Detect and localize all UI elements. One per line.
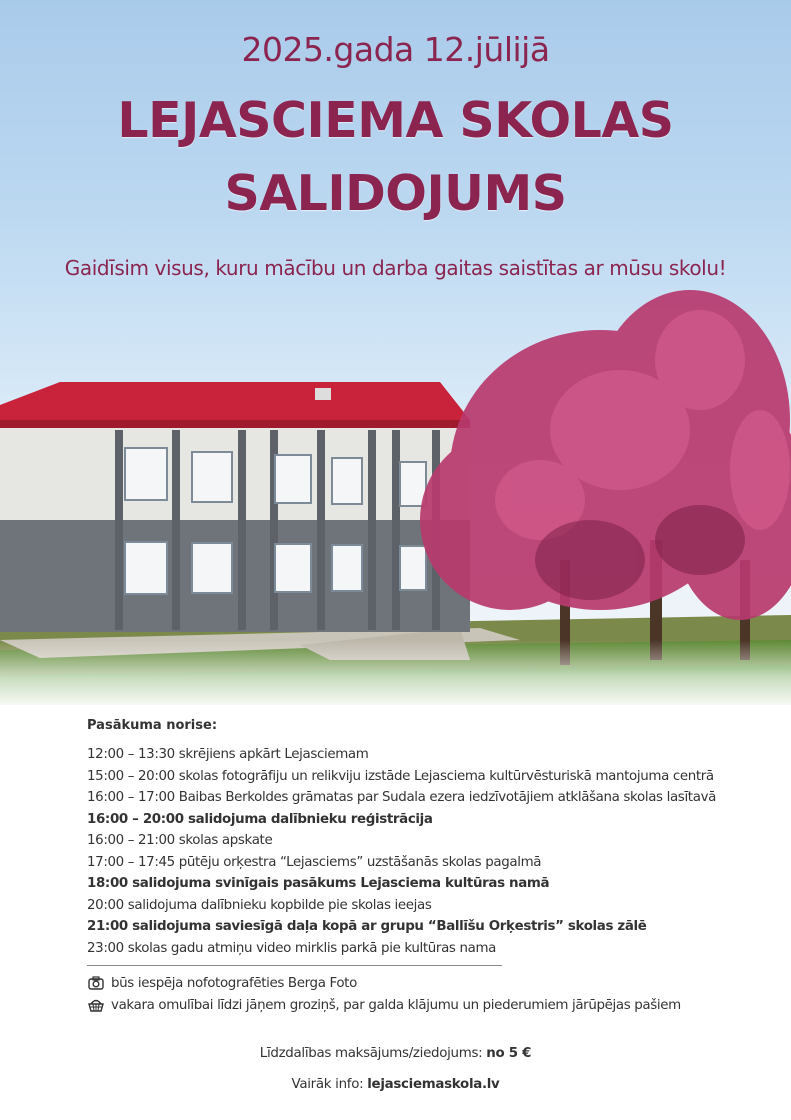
fee-label: Līdzdalības maksājums/ziedojums:	[259, 1046, 487, 1061]
basket-note	[88, 998, 681, 1013]
event-subtitle: Gaidīsim visus, kuru mācību un darba gaitas saistītas ar mūsu skolu!	[64, 256, 727, 280]
program-item: 23:00 skolas gadu atmiņu video mirklis parkā pie kultūras nama	[87, 940, 496, 956]
fee-value: no 5 €	[486, 1046, 532, 1061]
event-title-line2: SALIDOJUMS	[224, 165, 567, 222]
photo-note	[88, 976, 357, 991]
program-item: 12:00 – 13:30 skrējiens apkārt Lejasciemam	[87, 747, 369, 762]
program-item: 16:00 – 20:00 salidojuma dalībnieku reģistrācija	[87, 811, 433, 827]
program-item: 16:00 – 21:00 skolas apskate	[87, 833, 273, 848]
event-title-line1: LEJASCIEMA SKOLAS	[117, 92, 674, 149]
program-item: 15:00 – 20:00 skolas fotogrāfiju un relikviju izstāde Lejasciema kultūrvēsturiskā mantojuma centrā	[87, 768, 714, 784]
program-item: 20:00 salidojuma dalībnieku kopbilde pie skolas ieejas	[87, 897, 432, 913]
program-heading: Pasākuma norise:	[87, 718, 218, 733]
program-list	[87, 744, 767, 959]
basket-note-text: vakara omulībai līdzi jāņem groziņš, par galda klājumu un piederumiem jārūpējas pašiem	[111, 998, 681, 1013]
event-date: 2025.gada 12.jūlijā	[241, 30, 550, 69]
basket-icon	[88, 998, 104, 1012]
program-item: 18:00 salidojuma svinīgais pasākums Lejasciema kultūras namā	[87, 876, 550, 891]
photo-note-text: būs iespēja nofotografēties Berga Foto	[111, 976, 357, 991]
program-item: 16:00 – 17:00 Baibas Berkoldes grāmatas par Sudala ezera iedzīvotājiem atklāšana skolas lasītavā	[87, 790, 716, 805]
program-item: 21:00 salidojuma saviesīgā daļa kopā ar grupu “Ballīšu Orķestris” skolas zālē	[87, 919, 647, 934]
section-divider	[87, 965, 502, 966]
info-label: Vairāk info:	[291, 1077, 368, 1092]
hero-fade	[0, 640, 791, 705]
program-section	[87, 718, 767, 959]
program-item: 17:00 – 17:45 pūtēju orķestra “Lejasciems” uzstāšanās skolas pagalmā	[87, 854, 542, 870]
info-line	[0, 1077, 791, 1092]
camera-icon	[88, 976, 104, 990]
info-link[interactable]: lejasciemaskola.lv	[367, 1077, 500, 1092]
fee-line	[0, 1046, 791, 1061]
